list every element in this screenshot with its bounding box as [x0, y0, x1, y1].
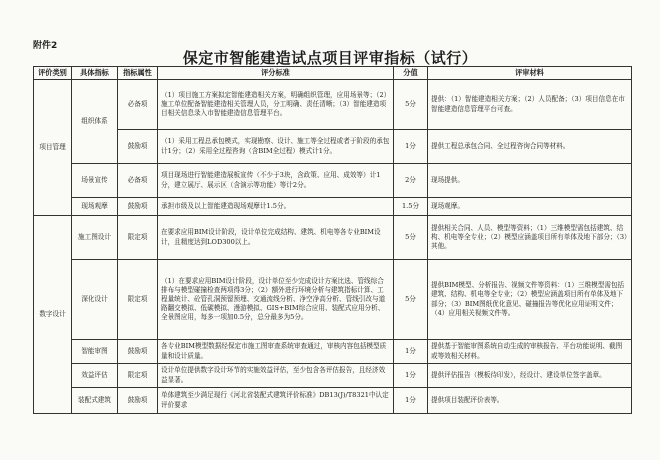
attribute-cell: 鼓励项 [118, 198, 158, 216]
indicator-cell: 智能审图 [72, 340, 118, 364]
score-cell: 1分 [394, 340, 428, 364]
attribute-cell: 必备项 [118, 164, 158, 198]
standard-cell: 承担市级及以上智能建造现场观摩计1.5分。 [158, 198, 394, 216]
table-row [34, 198, 632, 216]
table-row [34, 80, 632, 130]
indicator-cell: 装配式建筑 [72, 388, 118, 414]
attribute-cell: 限定项 [118, 364, 158, 388]
table-row [34, 388, 632, 414]
indicator-cell: 场景宣传 [72, 164, 118, 198]
indicator-cell: 组织体系 [72, 80, 118, 164]
attribute-cell: 限定项 [118, 216, 158, 260]
score-cell: 1分 [394, 130, 428, 164]
standard-cell: 各专业BIM模型数据经保定市施工图审查系统审查通过，审核内容包括模型质量和设计质量。 [158, 340, 394, 364]
indicator-cell: 施工图设计 [72, 216, 118, 260]
attribute-cell: 鼓励项 [118, 340, 158, 364]
category-cell: 项目管理 [34, 80, 72, 216]
table-row [34, 340, 632, 364]
score-cell: 1分 [394, 364, 428, 388]
standard-cell: （1）采用工程总承包模式，实现勘察、设计、施工等全过程或者于阶段的承包计1分；（2）采用全过程咨询（含BIM全过程）模式计1分。 [158, 130, 394, 164]
attribute-cell: 鼓励项 [118, 130, 158, 164]
table-row [34, 260, 632, 340]
evaluation-table [33, 66, 632, 414]
material-cell: 提供：（1）智能建造相关方案；（2）人员配备；（3）项目信息在市智能建造信息管理平台可查。 [428, 80, 632, 130]
table-row [34, 164, 632, 198]
attribute-cell: 鼓励项 [118, 388, 158, 414]
category-cell: 数字设计 [34, 216, 72, 414]
standard-cell: 项目现场进行智能建造展板宣传（不少于3块，含政策、应用、成效等）计1分，建立展厅、展示区（含演示等功能）等计2分。 [158, 164, 394, 198]
material-cell: 提供评估报告（模板待印发），经设计、建设单位签字盖章。 [428, 364, 632, 388]
standard-cell: （1）项目施工方案拟定智能建造相关方案，明确组织管理，应用场景等；（2）施工单位配备智能建造相关管理人员，分工明确、责任清晰；（3）智能建造项目相关信息录入市智能建造信息管理平台。 [158, 80, 394, 130]
column-header: 评价类别 [34, 67, 72, 80]
standard-cell: （1）在要求应用BIM设计阶段，设计单位至少完成设计方案比选、管线综合排布与模型碰撞检查两项得3分；（2）额外进行环境分析与建筑指标计算、工程量统计、砼管孔洞预留预埋、交通流线分析、净空净高分析、管线引改与道路翻交模拟、低碳模拟、漫游模拟、GIS+BIM综合应用、装配式应用分析、全景图应用，每多一项加0.5分，总分最多为5分。 [158, 260, 394, 340]
score-cell: 1分 [394, 388, 428, 414]
score-cell: 5分 [394, 216, 428, 260]
score-cell: 2分 [394, 164, 428, 198]
column-header: 分值 [394, 67, 428, 80]
column-header: 评分标准 [158, 67, 394, 80]
column-header: 具体指标 [72, 67, 118, 80]
material-cell: 提供BIM模型、分析报告、视频文件等资料：（1）三维模型需包括建筑、结构、机电等全专业；（2）模型应涵盖项目所有单体及地下部分；（3）BIM图纸优化意见、碰撞报告等优化应用证明文件；（4）应用相关视频文件等。 [428, 260, 632, 340]
standard-cell: 在要求应用BIM设计阶段，设计单位完成结构、建筑、机电等各专业BIM设计，且精度达到LOD300以上。 [158, 216, 394, 260]
attribute-cell: 限定项 [118, 260, 158, 340]
attachment-label: 附件2 [33, 41, 58, 51]
table-row [34, 130, 632, 164]
material-cell: 现场观摩。 [428, 198, 632, 216]
material-cell: 提供工程总承包合同、全过程咨询合同等材料。 [428, 130, 632, 164]
material-cell: 现场提供。 [428, 164, 632, 198]
standard-cell: 设计单位提供数字设计环节的实施效益评估，至少包含各评估报告，且经济效益显著。 [158, 364, 394, 388]
material-cell: 提供项目装配评价表等。 [428, 388, 632, 414]
indicator-cell: 现场观摩 [72, 198, 118, 216]
attribute-cell: 必备项 [118, 80, 158, 130]
table-header-row [34, 67, 632, 80]
score-cell: 5分 [394, 80, 428, 130]
material-cell: 提供相关合同、人员、模型等资料；（1）三维模型需包括建筑、结构、机电等全专业；（2）模型应涵盖项目所有单体及地下部分；（3）其他。 [428, 216, 632, 260]
indicator-cell: 深化设计 [72, 260, 118, 340]
indicator-cell: 效益评估 [72, 364, 118, 388]
document-title: 保定市智能建造试点项目评审指标（试行） [182, 49, 478, 67]
standard-cell: 单体建筑至少满足现行《河北省装配式建筑评价标准》DB13(J)/T8321中认定评价要求 [158, 388, 394, 414]
score-cell: 5分 [394, 260, 428, 340]
material-cell: 提供基于智能审图系统自动生成的审核报告、平台功能说明、截图或等效相关材料。 [428, 340, 632, 364]
table-row [34, 216, 632, 260]
column-header: 评审材料 [428, 67, 632, 80]
column-header: 指标属性 [118, 67, 158, 80]
score-cell: 1.5分 [394, 198, 428, 216]
table-row [34, 364, 632, 388]
